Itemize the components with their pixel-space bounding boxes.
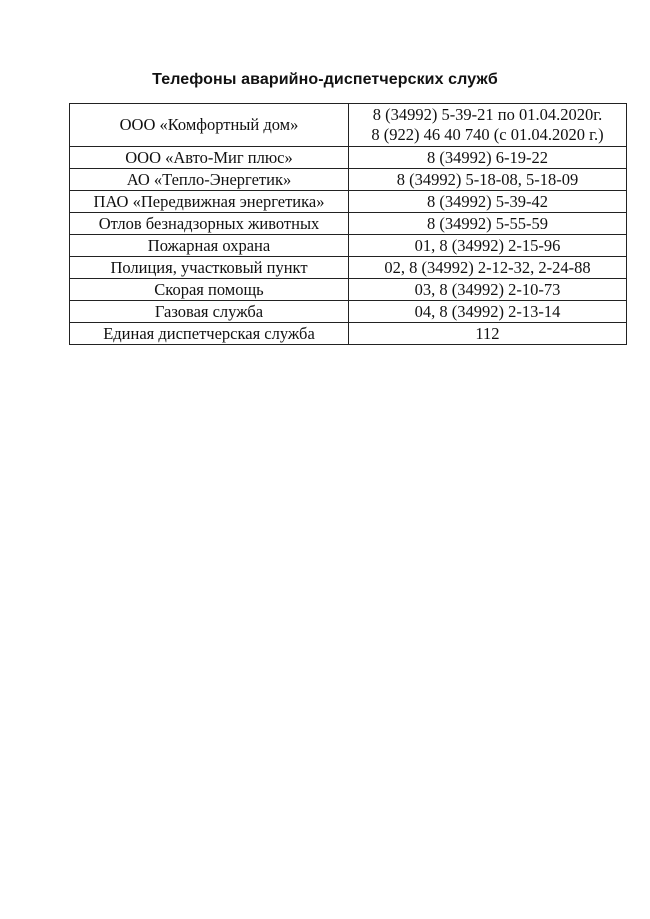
phone-cell: 8 (34992) 5-55-59 [349, 213, 627, 235]
table-row [70, 213, 627, 235]
table-row [70, 169, 627, 191]
page-title: Телефоны аварийно-диспетчерских служб [152, 71, 498, 88]
phone-cell: 8 (34992) 5-39-42 [349, 191, 627, 213]
phone-cell: 8 (34992) 6-19-22 [349, 147, 627, 169]
service-name-cell: Скорая помощь [70, 279, 349, 301]
phone-cell: 04, 8 (34992) 2-13-14 [349, 301, 627, 323]
table-row [70, 235, 627, 257]
table-row [70, 279, 627, 301]
phone-cell [349, 104, 627, 147]
table-row [70, 147, 627, 169]
service-name-cell: Газовая служба [70, 301, 349, 323]
table-row [70, 323, 627, 345]
service-name-cell: Пожарная охрана [70, 235, 349, 257]
phone-cell: 02, 8 (34992) 2-12-32, 2-24-88 [349, 257, 627, 279]
service-name-cell: ПАО «Передвижная энергетика» [70, 191, 349, 213]
phone-cell: 112 [349, 323, 627, 345]
service-name-cell: Единая диспетчерская служба [70, 323, 349, 345]
service-name-cell: Отлов безнадзорных животных [70, 213, 349, 235]
table-row [70, 257, 627, 279]
service-name-cell: ООО «Комфортный дом» [70, 104, 349, 147]
service-name-cell: Полиция, участковый пункт [70, 257, 349, 279]
service-name-cell: АО «Тепло-Энергетик» [70, 169, 349, 191]
table-row [70, 104, 627, 147]
table-row [70, 301, 627, 323]
emergency-phones-table [69, 103, 627, 345]
phone-line: 8 (922) 46 40 740 (с 01.04.2020 г.) [371, 125, 604, 144]
phone-cell: 01, 8 (34992) 2-15-96 [349, 235, 627, 257]
table-row [70, 191, 627, 213]
service-name-cell: ООО «Авто-Миг плюс» [70, 147, 349, 169]
phone-cell: 03, 8 (34992) 2-10-73 [349, 279, 627, 301]
phone-cell: 8 (34992) 5-18-08, 5-18-09 [349, 169, 627, 191]
phone-line: 8 (34992) 5-39-21 по 01.04.2020г. [372, 105, 603, 124]
